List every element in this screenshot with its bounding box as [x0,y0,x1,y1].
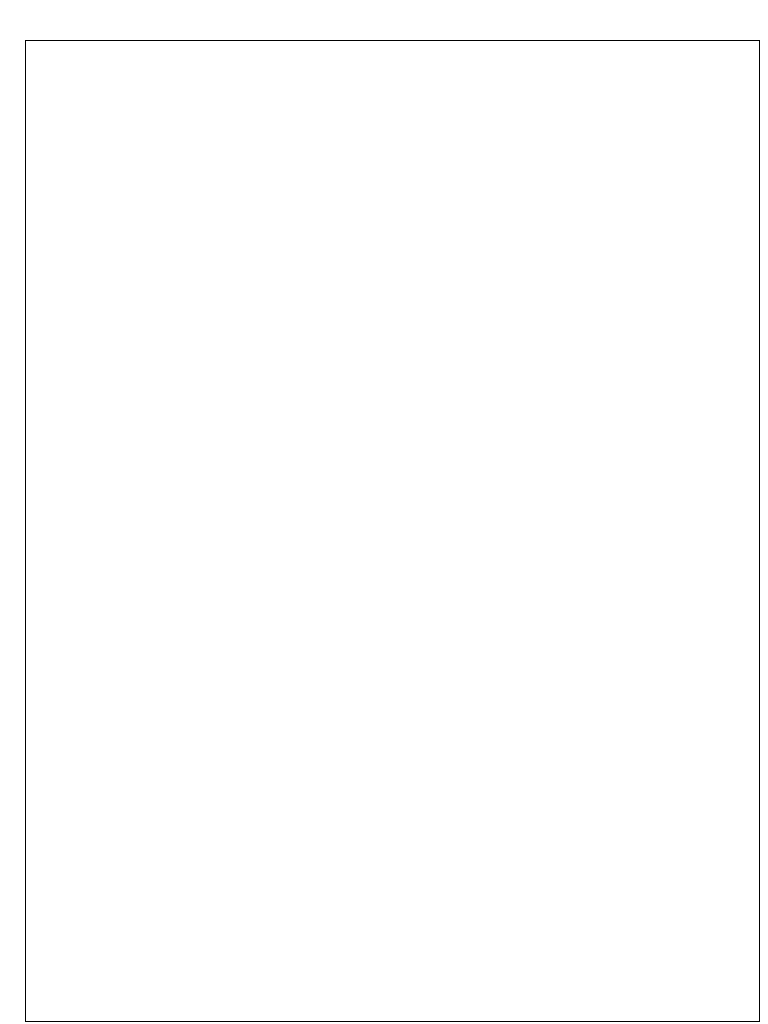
template-table [25,40,760,1022]
